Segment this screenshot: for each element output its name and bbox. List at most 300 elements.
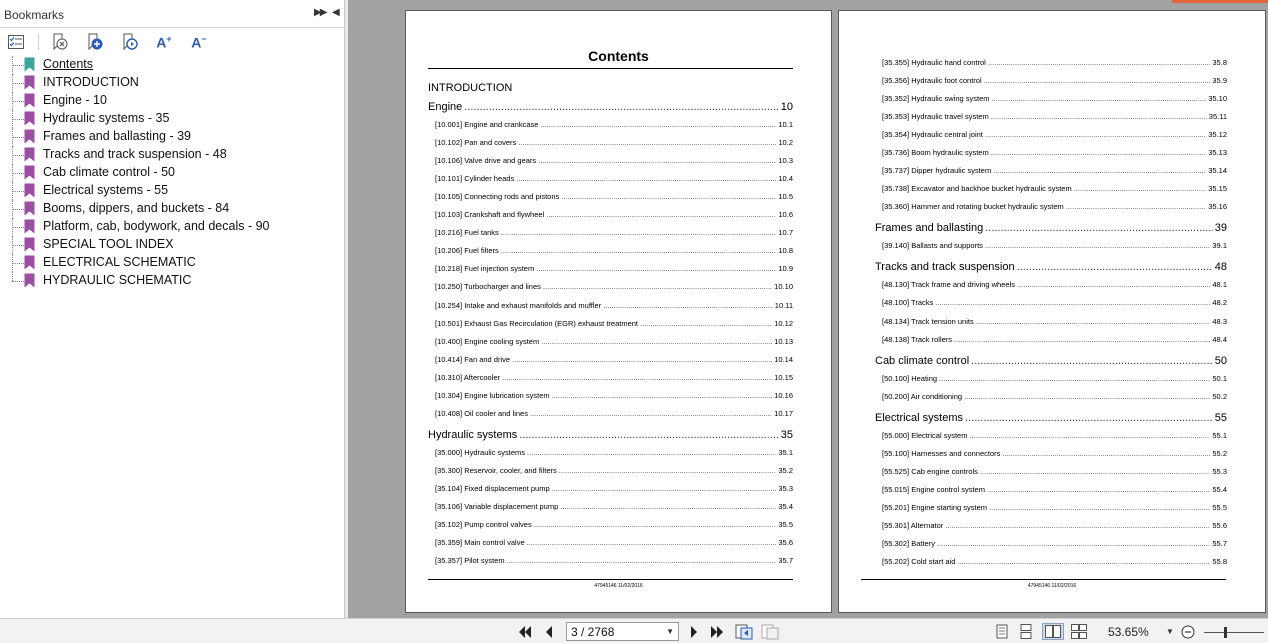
toc-entry-page: 35.15 — [1208, 184, 1227, 194]
toc-entry-page: 55.3 — [1212, 466, 1227, 476]
toc-entry[interactable] — [435, 538, 793, 547]
toc-entry[interactable] — [435, 192, 793, 201]
checklist-icon[interactable] — [5, 32, 27, 52]
toc-leader-dots — [518, 138, 776, 147]
toc-entry[interactable] — [435, 520, 793, 529]
toc-entry-page: 55.2 — [1212, 448, 1227, 458]
toc-entry-label: [10.310] Aftercooler — [435, 372, 501, 382]
bookmark-item[interactable] — [0, 236, 340, 254]
toc-entry[interactable] — [882, 58, 1227, 67]
toc-entry[interactable] — [882, 130, 1227, 139]
toc-leader-dots — [640, 319, 772, 328]
bookmark-icon — [24, 273, 35, 288]
next-view-icon[interactable] — [760, 623, 780, 640]
toc-entry-page: 35.9 — [1212, 76, 1227, 86]
zoom-slider-thumb[interactable] — [1224, 627, 1227, 638]
toc-entry-label: [10.103] Crankshaft and flywheel — [435, 210, 545, 220]
toc-entry-page: 35.2 — [778, 465, 793, 475]
toc-entry-page: 35.10 — [1208, 94, 1227, 104]
toc-entry[interactable] — [435, 373, 793, 382]
document-page-left — [405, 10, 832, 613]
toc-entry-label: [55.202] Cold start aid — [882, 556, 956, 566]
tree-branch — [12, 281, 24, 282]
toc-entry[interactable] — [882, 539, 1227, 548]
toc-leader-dots — [964, 392, 1210, 401]
bookmark-label: Contents — [43, 57, 94, 71]
toc-leader-dots — [971, 355, 1213, 367]
toc-section[interactable] — [875, 412, 1227, 424]
toc-entry-label: [10.101] Cylinder heads — [435, 174, 515, 184]
toc-leader-dots — [957, 557, 1210, 566]
previous-view-icon[interactable] — [734, 623, 754, 640]
toc-leader-dots — [980, 467, 1210, 476]
bookmark-item[interactable] — [0, 146, 340, 164]
toc-entry-label: [55.525] Cab engine controls — [882, 466, 978, 476]
toc-section[interactable] — [875, 222, 1227, 234]
toc-entry-label: [10.254] Intake and exhaust manifolds and muffler — [435, 300, 602, 310]
toc-entry[interactable] — [882, 392, 1227, 401]
toc-entry[interactable] — [882, 374, 1227, 383]
toc-entry-label: [35.356] Hydraulic foot control — [882, 76, 982, 86]
toc-leader-dots — [991, 112, 1207, 121]
tree-branch — [12, 101, 24, 102]
toc-entry-page: 39 — [1214, 222, 1227, 235]
toc-leader-dots — [530, 409, 772, 418]
toc-leader-dots — [992, 94, 1207, 103]
page-title: Contents — [588, 48, 649, 64]
bookmarks-toolbar — [0, 28, 345, 56]
toc-entry[interactable] — [435, 391, 793, 400]
toc-entry[interactable] — [882, 485, 1227, 494]
toc-leader-dots — [965, 412, 1213, 424]
toc-leader-dots — [507, 556, 777, 565]
toc-introduction[interactable]: INTRODUCTION — [428, 82, 513, 94]
toc-entry-page: 10.3 — [778, 156, 793, 166]
toc-entry-page: 10.6 — [778, 210, 793, 220]
toc-entry-page: 10.4 — [778, 174, 793, 184]
bookmark-label: Platform, cab, bodywork, and decals - 90 — [43, 219, 270, 233]
toc-entry-label: [48.134] Track tension units — [882, 316, 974, 326]
toc-leader-dots — [1066, 202, 1206, 211]
toc-entry[interactable] — [882, 148, 1227, 157]
toc-leader-dots — [527, 538, 777, 547]
bookmark-label: INTRODUCTION — [43, 75, 139, 89]
toc-entry[interactable] — [882, 449, 1227, 458]
toc-leader-dots — [464, 101, 778, 113]
toc-entry-label: [10.414] Fan and drive — [435, 354, 511, 364]
bookmark-item[interactable] — [0, 56, 340, 74]
toc-leader-dots — [1017, 280, 1210, 289]
tree-branch — [12, 245, 24, 246]
bookmark-icon — [24, 201, 35, 216]
toc-leader-dots — [987, 485, 1210, 494]
previous-page-icon[interactable] — [541, 623, 557, 640]
toc-entry-page: 10.2 — [778, 138, 793, 148]
bookmarks-panel-title: Bookmarks — [4, 8, 65, 22]
toc-entry-page: 35.6 — [778, 538, 793, 548]
toc-leader-dots — [976, 317, 1211, 326]
single-page-icon[interactable] — [994, 623, 1010, 640]
toc-entry-page: 48 — [1214, 261, 1227, 274]
bookmark-add-icon[interactable] — [84, 32, 106, 52]
bookmark-icon — [24, 183, 35, 198]
toc-entry[interactable] — [435, 264, 793, 273]
toc-leader-dots — [937, 539, 1210, 548]
bookmark-label: SPECIAL TOOL INDEX — [43, 237, 174, 251]
toc-entry-label: [55.201] Engine starting system — [882, 502, 988, 512]
bookmark-icon — [24, 165, 35, 180]
toc-entry[interactable] — [435, 355, 793, 364]
toc-entry-page: 10.14 — [774, 354, 793, 364]
toc-entry-label: [55.302] Battery — [882, 538, 935, 548]
bookmark-item[interactable] — [0, 74, 340, 92]
chevron-down-icon[interactable]: ▼ — [666, 627, 674, 636]
toc-entry-label: [35.354] Hydraulic central joint — [882, 130, 983, 140]
toc-entry[interactable] — [435, 246, 793, 255]
toc-entry[interactable] — [435, 282, 793, 291]
bookmarks-panel-header — [0, 0, 345, 28]
toc-entry-label: [48.100] Tracks — [882, 298, 934, 308]
zoom-level[interactable]: 53.65% — [1108, 625, 1149, 639]
toc-entry-label: Engine — [428, 101, 463, 113]
bookmark-label: Booms, dippers, and buckets - 84 — [43, 201, 230, 215]
toc-entry[interactable] — [435, 337, 793, 346]
tree-branch — [12, 209, 24, 210]
toc-entry-page: 35.3 — [778, 483, 793, 493]
title-rule — [428, 68, 793, 69]
decrease-font-icon[interactable]: A− — [191, 33, 207, 51]
toc-entry-page: 10.15 — [774, 372, 793, 382]
toc-entry-label: [35.737] Dipper hydraulic system — [882, 166, 992, 176]
bookmark-label: Electrical systems - 55 — [43, 183, 169, 197]
bookmarks-panel — [0, 0, 345, 643]
toc-entry-page: 10.17 — [774, 408, 793, 418]
toc-leader-dots — [501, 228, 777, 237]
toc-entry-label: Electrical systems — [875, 411, 964, 424]
tree-branch — [12, 227, 24, 228]
toc-entry-label: [50.200] Air conditioning — [882, 391, 963, 401]
toc-leader-dots — [985, 222, 1213, 234]
toc-entry[interactable] — [882, 280, 1227, 289]
bookmark-icon — [24, 75, 35, 90]
toc-entry-label: [35.300] Reservoir, cooler, and filters — [435, 465, 557, 475]
toc-leader-dots — [541, 337, 772, 346]
toc-entry-label: [35.353] Hydraulic travel system — [882, 112, 989, 122]
toc-entry-page: 10.7 — [778, 228, 793, 238]
toc-entry[interactable] — [435, 466, 793, 475]
toc-entry-label: [50.100] Heating — [882, 373, 938, 383]
toc-entry-label: [35.736] Boom hydraulic system — [882, 148, 989, 158]
bookmark-item[interactable] — [0, 164, 340, 182]
toc-entry-label: [35.000] Hydraulic systems — [435, 447, 526, 457]
document-page-right — [838, 10, 1266, 613]
toc-entry-page: 55.6 — [1212, 520, 1227, 530]
toc-leader-dots — [988, 58, 1211, 67]
toc-entry-page: 10.11 — [774, 300, 793, 310]
toc-entry-label: [55.100] Harnesses and connectors — [882, 448, 1001, 458]
toc-entry-label: Tracks and track suspension — [875, 261, 1015, 274]
page-footer: 47945146 11/02/2016 — [1027, 583, 1077, 589]
bookmark-icon — [24, 237, 35, 252]
toc-entry-page: 35.11 — [1208, 112, 1227, 122]
toc-entry-label: [35.360] Hammer and rotating bucket hydraulic system — [882, 202, 1064, 212]
bookmark-item[interactable] — [0, 200, 340, 218]
tree-branch — [12, 119, 24, 120]
bookmark-item[interactable] — [0, 218, 340, 236]
page-number-field[interactable] — [566, 622, 679, 641]
toc-entry-page: 50.2 — [1212, 391, 1227, 401]
continuous-facing-icon[interactable] — [1070, 623, 1088, 640]
toc-entry-label: [35.104] Fixed displacement pump — [435, 483, 550, 493]
toc-entry-label: [10.216] Fuel tanks — [435, 228, 499, 238]
toc-entry-page: 35.7 — [778, 556, 793, 566]
toc-leader-dots — [559, 466, 777, 475]
toc-leader-dots — [527, 448, 776, 457]
continuous-icon[interactable] — [1018, 623, 1034, 640]
bookmark-icon — [24, 129, 35, 144]
toc-entry[interactable] — [882, 184, 1227, 193]
toc-leader-dots — [984, 76, 1211, 85]
toc-leader-dots — [534, 520, 777, 529]
toc-leader-dots — [516, 174, 776, 183]
tree-branch — [12, 83, 24, 84]
toc-entry[interactable] — [882, 298, 1227, 307]
toc-entry[interactable] — [435, 156, 793, 165]
bookmark-item[interactable] — [0, 92, 340, 110]
toc-leader-dots — [1002, 449, 1210, 458]
toc-entry-label: [55.000] Electrical system — [882, 430, 968, 440]
toc-entry-page: 48.3 — [1212, 316, 1227, 326]
bookmark-icon — [24, 255, 35, 270]
tree-line — [12, 272, 13, 281]
toc-entry-page: 55.1 — [1212, 430, 1227, 440]
toc-entry[interactable] — [882, 467, 1227, 476]
toc-entry-label: [10.501] Exhaust Gas Recirculation (EGR) exhaust treatment — [435, 318, 639, 328]
toc-leader-dots — [954, 335, 1210, 344]
toc-entry-page: 10.13 — [774, 336, 793, 346]
toc-section[interactable] — [875, 355, 1227, 367]
toc-section[interactable] — [428, 101, 793, 113]
toc-entry[interactable] — [882, 557, 1227, 566]
zoom-out-icon[interactable] — [1180, 623, 1196, 640]
toc-leader-dots — [939, 374, 1210, 383]
toc-entry[interactable] — [882, 112, 1227, 121]
toc-leader-dots — [519, 429, 779, 441]
bookmark-icon — [24, 219, 35, 234]
toc-entry[interactable] — [435, 448, 793, 457]
bookmark-label: Engine - 10 — [43, 93, 107, 107]
toc-entry-label: [39.140] Ballasts and supports — [882, 241, 983, 251]
chevron-down-icon[interactable]: ▼ — [1166, 627, 1174, 636]
tree-branch — [12, 191, 24, 192]
toc-section[interactable] — [875, 261, 1227, 273]
toc-entry-label: [48.130] Track frame and driving wheels — [882, 280, 1015, 290]
toc-leader-dots — [536, 264, 776, 273]
toc-leader-dots — [1017, 261, 1213, 273]
toc-entry-label: [10.400] Engine cooling system — [435, 336, 540, 346]
toc-leader-dots — [552, 484, 777, 493]
toc-entry[interactable] — [882, 76, 1227, 85]
toc-entry-page: 10.9 — [778, 264, 793, 274]
toc-entry[interactable] — [882, 431, 1227, 440]
toc-entry[interactable] — [435, 556, 793, 565]
toc-entry-label: [55.301] Alternator — [882, 520, 944, 530]
toc-entry-label: [35.106] Variable displacement pump — [435, 501, 559, 511]
bookmark-item[interactable] — [0, 182, 340, 200]
toc-entry-page: 55.8 — [1212, 556, 1227, 566]
bookmark-label: ELECTRICAL SCHEMATIC — [43, 255, 196, 269]
toc-entry-page: 48.4 — [1212, 334, 1227, 344]
toc-entry[interactable] — [435, 502, 793, 511]
accent-bar — [1172, 0, 1268, 3]
toc-leader-dots — [989, 503, 1210, 512]
tree-branch — [12, 65, 24, 66]
toc-entry-page: 35.14 — [1208, 166, 1227, 176]
toc-entry-label: [10.250] Turbocharger and lines — [435, 282, 541, 292]
bookmark-label: Tracks and track suspension - 48 — [43, 147, 227, 161]
toc-entry-page: 35.8 — [1212, 58, 1227, 67]
tree-branch — [12, 137, 24, 138]
toc-entry[interactable] — [435, 120, 793, 129]
toc-entry[interactable] — [435, 228, 793, 237]
toc-entry-page: 50 — [1214, 354, 1227, 367]
toc-entry[interactable] — [435, 484, 793, 493]
facing-pages-icon[interactable] — [1042, 623, 1064, 640]
footer-rule — [428, 579, 793, 580]
toc-entry-page: 10.12 — [774, 318, 793, 328]
bookmark-label: HYDRAULIC SCHEMATIC — [43, 273, 192, 287]
toc-entry[interactable] — [882, 94, 1227, 103]
bookmark-icon — [24, 147, 35, 162]
toc-entry[interactable] — [435, 319, 793, 328]
toc-entry[interactable] — [882, 202, 1227, 211]
toolbar-separator — [38, 34, 39, 50]
toc-entry[interactable] — [882, 335, 1227, 344]
toc-entry-page: 39.1 — [1212, 241, 1227, 251]
toc-leader-dots — [993, 166, 1206, 175]
toc-entry-label: Hydraulic systems — [428, 428, 518, 441]
last-page-icon[interactable] — [708, 623, 726, 640]
tree-branch — [12, 263, 24, 264]
toc-entry[interactable] — [882, 521, 1227, 530]
toc-entry-label: [10.105] Connecting rods and pistons — [435, 192, 560, 202]
toc-entry[interactable] — [435, 409, 793, 418]
bookmark-label: Cab climate control - 50 — [43, 165, 176, 179]
toc-entry-page: 35.13 — [1208, 148, 1227, 158]
toc-entry-page: 48.1 — [1212, 280, 1227, 290]
toc-leader-dots — [969, 431, 1210, 440]
toc-leader-dots — [501, 246, 777, 255]
toc-entry[interactable] — [435, 301, 793, 310]
status-bar — [0, 618, 1268, 643]
bookmark-item[interactable] — [0, 272, 340, 290]
toc-leader-dots — [546, 210, 776, 219]
toc-entry-label: [35.355] Hydraulic hand control — [882, 58, 986, 67]
toc-entry[interactable] — [882, 241, 1227, 250]
toc-entry-page: 35.4 — [778, 501, 793, 511]
toc-entry-label: [35.359] Main control valve — [435, 538, 525, 548]
toc-entry-page: 55.5 — [1212, 502, 1227, 512]
toc-entry-page: 35.16 — [1208, 202, 1227, 212]
triangle-left-icon[interactable]: ◀ — [332, 7, 340, 18]
toc-entry-page: 35.12 — [1208, 130, 1227, 140]
toc-entry-label: [10.304] Engine lubrication system — [435, 390, 550, 400]
bookmark-item[interactable] — [0, 110, 340, 128]
page-footer: 47945146 11/02/2016 — [594, 583, 643, 589]
toc-entry-page: 35.5 — [778, 520, 793, 529]
toc-entry-label: [48.138] Track rollers — [882, 334, 953, 344]
tree-branch — [12, 155, 24, 156]
first-page-icon[interactable] — [516, 623, 534, 640]
toc-leader-dots — [603, 301, 773, 310]
bookmark-properties-icon[interactable] — [119, 32, 141, 52]
toc-entry-page: 10.8 — [778, 246, 793, 256]
page-number-value: 3 / 2768 — [571, 625, 615, 639]
increase-font-icon[interactable]: A+ — [156, 33, 172, 51]
toc-entry-label: Frames and ballasting — [875, 222, 984, 235]
toc-leader-dots — [945, 521, 1210, 530]
toc-entry-label: [35.102] Pump control valves — [435, 520, 532, 529]
toc-leader-dots — [560, 502, 776, 511]
zoom-slider-track[interactable] — [1204, 632, 1264, 633]
toc-entry[interactable] — [435, 174, 793, 183]
toc-leader-dots — [552, 391, 773, 400]
toc-entry[interactable] — [882, 166, 1227, 175]
toc-leader-dots — [538, 156, 776, 165]
toc-entry[interactable] — [882, 503, 1227, 512]
toc-leader-dots — [985, 130, 1206, 139]
double-chevron-right-icon[interactable]: ▶▶ — [314, 7, 326, 18]
toc-entry-page: 10.16 — [774, 390, 793, 400]
toc-entry[interactable] — [882, 317, 1227, 326]
toc-entry-page: 10.1 — [778, 120, 793, 129]
bookmark-item[interactable] — [0, 254, 340, 272]
toc-leader-dots — [512, 355, 772, 364]
toc-entry[interactable] — [435, 138, 793, 147]
toc-entry-page: 55.7 — [1212, 538, 1227, 548]
toc-entry-label: [10.408] Oil cooler and lines — [435, 408, 528, 418]
toc-entry-label: Cab climate control — [875, 354, 970, 367]
toc-leader-dots — [935, 298, 1210, 307]
toc-entry-page: 55 — [1214, 411, 1227, 424]
toc-entry-label: [10.106] Valve drive and gears — [435, 156, 537, 166]
bookmark-label: Frames and ballasting - 39 — [43, 129, 191, 143]
bookmark-delete-icon[interactable] — [49, 32, 71, 52]
toc-entry-page: 10.10 — [774, 282, 793, 292]
footer-rule — [861, 579, 1226, 580]
toc-leader-dots — [540, 120, 776, 129]
bookmark-icon — [24, 57, 35, 72]
bookmark-item[interactable] — [0, 128, 340, 146]
toc-entry[interactable] — [435, 210, 793, 219]
toc-entry-page: 35 — [780, 428, 793, 441]
toc-leader-dots — [561, 192, 776, 201]
toc-leader-dots — [985, 241, 1210, 250]
toc-entry-page: 48.2 — [1212, 298, 1227, 308]
toc-entry-label: [55.015] Engine control system — [882, 484, 985, 494]
tree-branch — [12, 173, 24, 174]
toc-entry-page: 35.1 — [778, 447, 793, 457]
toc-section[interactable] — [428, 429, 793, 441]
toc-leader-dots — [1074, 184, 1207, 193]
toc-entry-label: [10.102] Pan and covers — [435, 138, 517, 148]
document-viewer[interactable] — [348, 0, 1268, 618]
toc-entry-label: [10.001] Engine and crankcase — [435, 120, 539, 129]
next-page-icon[interactable] — [686, 623, 702, 640]
toc-leader-dots — [543, 282, 772, 291]
toc-entry-label: [35.352] Hydraulic swing system — [882, 94, 990, 104]
toc-entry-page: 10.5 — [778, 192, 793, 202]
